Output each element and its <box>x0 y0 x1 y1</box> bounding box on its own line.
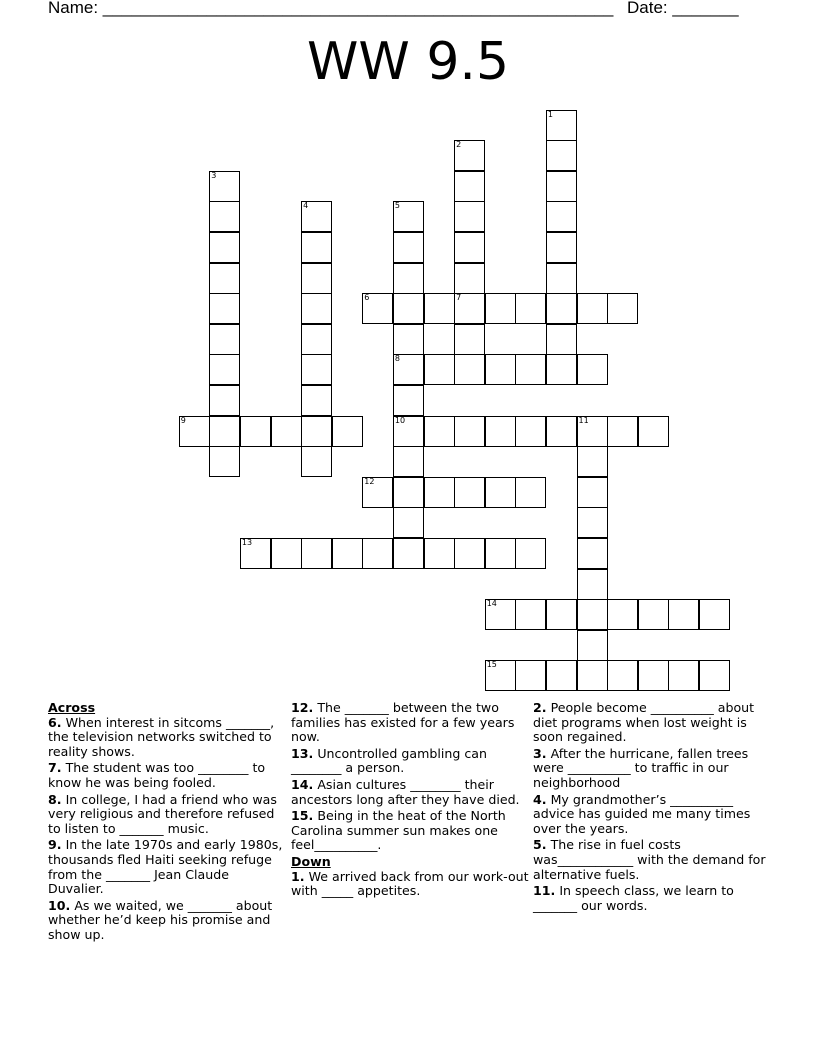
grid-cell[interactable] <box>638 416 669 447</box>
clue-text: People become __________ about diet programs when lost weight is soon regained. <box>533 700 755 745</box>
clue-down-3 <box>533 747 771 791</box>
grid-cell[interactable] <box>454 354 485 385</box>
clue-number: 12. <box>291 700 314 715</box>
cell-number: 14 <box>486 599 497 609</box>
grid-cell[interactable] <box>577 630 608 661</box>
clue-text: The _______ between the two families has existed for a few years now. <box>291 700 515 745</box>
cell-number: 10 <box>394 415 406 425</box>
cell-number: 6 <box>364 293 370 303</box>
grid-cell[interactable] <box>424 354 455 385</box>
grid-cell[interactable] <box>393 201 424 232</box>
grid-cell[interactable] <box>393 232 424 263</box>
grid-cell[interactable] <box>301 354 332 385</box>
grid-cell[interactable] <box>515 599 546 630</box>
grid-cell[interactable] <box>393 263 424 294</box>
grid-cell[interactable] <box>546 324 577 355</box>
clue-text: My grandmother’s __________ advice has guided me many times over the years. <box>533 791 751 836</box>
grid-cell[interactable] <box>577 446 608 477</box>
grid-cell[interactable] <box>393 477 424 508</box>
clue-number: 6. <box>48 714 62 730</box>
grid-cell[interactable] <box>301 293 332 324</box>
cell-number: 12 <box>364 476 375 486</box>
clue-across-13 <box>291 747 529 776</box>
grid-cell[interactable] <box>209 232 240 263</box>
clue-number: 8. <box>48 791 62 807</box>
clue-number: 13. <box>291 745 314 761</box>
grid-cell[interactable] <box>209 354 240 385</box>
grid-cell[interactable] <box>393 416 424 447</box>
grid-cell[interactable] <box>485 293 516 324</box>
clues-column-3 <box>533 701 771 915</box>
grid-cell[interactable] <box>179 416 210 447</box>
across-heading: Across <box>48 700 96 715</box>
clues-column-1 <box>48 701 286 945</box>
grid-cell[interactable] <box>424 416 455 447</box>
grid-cell[interactable] <box>362 477 393 508</box>
grid-cell[interactable] <box>271 416 302 447</box>
grid-cell[interactable] <box>638 660 669 691</box>
clue-across-12 <box>291 701 529 745</box>
grid-cell[interactable] <box>577 477 608 508</box>
grid-cell[interactable] <box>668 660 699 691</box>
clue-number: 1. <box>291 868 305 884</box>
grid-cell[interactable] <box>301 324 332 355</box>
grid-cell[interactable] <box>607 293 638 324</box>
clue-number: 10. <box>48 897 71 913</box>
clue-number: 3. <box>533 745 547 761</box>
grid-cell[interactable] <box>393 293 424 324</box>
grid-cell[interactable] <box>393 385 424 416</box>
grid-cell[interactable] <box>362 538 393 569</box>
grid-cell[interactable] <box>209 416 240 447</box>
clue-text: Being in the heat of the North Carolina summer sun makes one feel__________. <box>291 808 506 853</box>
grid-cell[interactable] <box>393 354 424 385</box>
clue-number: 9. <box>48 837 62 853</box>
grid-cell[interactable] <box>454 324 485 355</box>
grid-cell[interactable] <box>485 354 516 385</box>
cell-number: 1 <box>547 109 553 119</box>
grid-cell[interactable] <box>546 263 577 294</box>
grid-cell[interactable] <box>515 538 546 569</box>
grid-cell[interactable] <box>454 293 485 324</box>
grid-cell[interactable] <box>301 385 332 416</box>
grid-cell[interactable] <box>454 538 485 569</box>
grid-cell[interactable] <box>607 416 638 447</box>
name-field-label: Name: ______________________________________________________ <box>48 0 614 17</box>
grid-cell[interactable] <box>424 477 455 508</box>
clue-across-15 <box>291 809 529 853</box>
clue-text: In speech class, we learn to _______ our words. <box>533 883 734 913</box>
grid-cell[interactable] <box>454 232 485 263</box>
grid-cell[interactable] <box>515 416 546 447</box>
clue-text: We arrived back from our work-out with _____ appetites. <box>291 868 529 899</box>
cell-number: 7 <box>456 293 462 303</box>
clue-across-7 <box>48 761 286 790</box>
clue-number: 5. <box>533 837 547 853</box>
grid-cell[interactable] <box>546 660 577 691</box>
grid-cell[interactable] <box>577 538 608 569</box>
grid-cell[interactable] <box>209 171 240 202</box>
clue-down-2 <box>533 701 771 745</box>
grid-cell[interactable] <box>424 293 455 324</box>
clue-text: Asian cultures ________ their ancestors long after they have died. <box>291 776 520 807</box>
grid-cell[interactable] <box>546 599 577 630</box>
grid-cell[interactable] <box>515 354 546 385</box>
grid-cell[interactable] <box>485 599 516 630</box>
grid-cell[interactable] <box>424 538 455 569</box>
grid-cell[interactable] <box>546 232 577 263</box>
grid-cell[interactable] <box>546 171 577 202</box>
grid-cell[interactable] <box>577 599 608 630</box>
clues-column-2 <box>291 701 529 901</box>
clue-number: 2. <box>533 700 547 715</box>
grid-cell[interactable] <box>515 477 546 508</box>
clue-across-10 <box>48 899 286 943</box>
clue-text: In college, I had a friend who was very religious and therefore refused to listen to _______ music. <box>48 791 277 836</box>
grid-cell[interactable] <box>301 263 332 294</box>
grid-cell[interactable] <box>546 110 577 141</box>
cell-number: 5 <box>394 201 400 211</box>
grid-cell[interactable] <box>607 599 638 630</box>
grid-cell[interactable] <box>301 416 332 447</box>
grid-cell[interactable] <box>332 538 363 569</box>
grid-cell[interactable] <box>209 263 240 294</box>
clue-across-9 <box>48 838 286 896</box>
grid-cell[interactable] <box>485 538 516 569</box>
grid-cell[interactable] <box>209 446 240 477</box>
grid-cell[interactable] <box>699 599 730 630</box>
grid-cell[interactable] <box>546 416 577 447</box>
grid-cell[interactable] <box>454 477 485 508</box>
grid-cell[interactable] <box>577 293 608 324</box>
cell-number: 9 <box>180 415 186 425</box>
grid-cell[interactable] <box>699 660 730 691</box>
grid-cell[interactable] <box>668 599 699 630</box>
clue-number: 11. <box>533 883 556 899</box>
grid-cell[interactable] <box>485 416 516 447</box>
grid-cell[interactable] <box>301 201 332 232</box>
grid-cell[interactable] <box>454 140 485 171</box>
clue-text: In the late 1970s and early 1980s, thousands fled Haiti seeking refuge from the _______ Jean Claude Duvalier. <box>48 837 283 897</box>
clue-down-5 <box>533 838 771 882</box>
grid-cell[interactable] <box>240 538 271 569</box>
grid-cell[interactable] <box>454 263 485 294</box>
grid-cell[interactable] <box>240 416 271 447</box>
grid-cell[interactable] <box>638 599 669 630</box>
grid-cell[interactable] <box>301 232 332 263</box>
grid-cell[interactable] <box>393 507 424 538</box>
grid-cell[interactable] <box>607 660 638 691</box>
clue-across-6 <box>48 716 286 760</box>
clue-number: 15. <box>291 808 314 824</box>
grid-cell[interactable] <box>577 354 608 385</box>
cell-number: 11 <box>578 415 589 425</box>
grid-cell[interactable] <box>454 201 485 232</box>
grid-cell[interactable] <box>485 477 516 508</box>
grid-cell[interactable] <box>577 507 608 538</box>
date-field-label: Date: _______ <box>627 0 739 17</box>
page-title: WW 9.5 <box>306 32 510 92</box>
grid-cell[interactable] <box>271 538 302 569</box>
grid-cell[interactable] <box>515 293 546 324</box>
clue-text: Uncontrolled gambling can ________ a person. <box>291 745 487 776</box>
clue-number: 7. <box>48 760 62 776</box>
grid-cell[interactable] <box>546 354 577 385</box>
clue-text: The student was too ________ to know he was being fooled. <box>48 760 266 790</box>
down-heading: Down <box>291 853 331 869</box>
clue-text: When interest in sitcoms _______, the television networks switched to reality shows. <box>48 714 275 759</box>
clue-text: The rise in fuel costs was____________ with the demand for alternative fuels. <box>533 837 766 882</box>
clue-across-14 <box>291 778 529 807</box>
cell-number: 2 <box>456 140 462 150</box>
grid-cell[interactable] <box>515 660 546 691</box>
grid-cell[interactable] <box>209 201 240 232</box>
cell-number: 13 <box>241 537 253 547</box>
clue-number: 14. <box>291 776 314 792</box>
grid-cell[interactable] <box>332 416 363 447</box>
grid-cell[interactable] <box>485 660 516 691</box>
grid-cell[interactable] <box>546 140 577 171</box>
grid-cell[interactable] <box>393 446 424 477</box>
grid-cell[interactable] <box>577 416 608 447</box>
grid-cell[interactable] <box>577 660 608 691</box>
cell-number: 3 <box>211 170 217 180</box>
grid-cell[interactable] <box>393 538 424 569</box>
cell-number: 8 <box>394 354 400 364</box>
grid-cell[interactable] <box>301 538 332 569</box>
cell-number: 4 <box>303 201 309 211</box>
grid-cell[interactable] <box>301 446 332 477</box>
grid-cell[interactable] <box>454 171 485 202</box>
grid-cell[interactable] <box>362 293 393 324</box>
clue-text: After the hurricane, fallen trees were __________ to traffic in our neighborhood <box>533 745 749 790</box>
grid-cell[interactable] <box>454 416 485 447</box>
clue-across-8 <box>48 793 286 837</box>
clue-number: 4. <box>533 791 547 807</box>
grid-cell[interactable] <box>393 324 424 355</box>
cell-number: 15 <box>486 660 497 670</box>
grid-cell[interactable] <box>546 201 577 232</box>
clue-down-4 <box>533 793 771 837</box>
grid-cell[interactable] <box>577 569 608 600</box>
grid-cell[interactable] <box>209 293 240 324</box>
grid-cell[interactable] <box>209 385 240 416</box>
clue-text: As we waited, we _______ about whether he’d keep his promise and show up. <box>48 897 273 942</box>
clue-down-11 <box>533 884 771 913</box>
grid-cell[interactable] <box>546 293 577 324</box>
grid-cell[interactable] <box>209 324 240 355</box>
clue-down-1 <box>291 870 529 899</box>
